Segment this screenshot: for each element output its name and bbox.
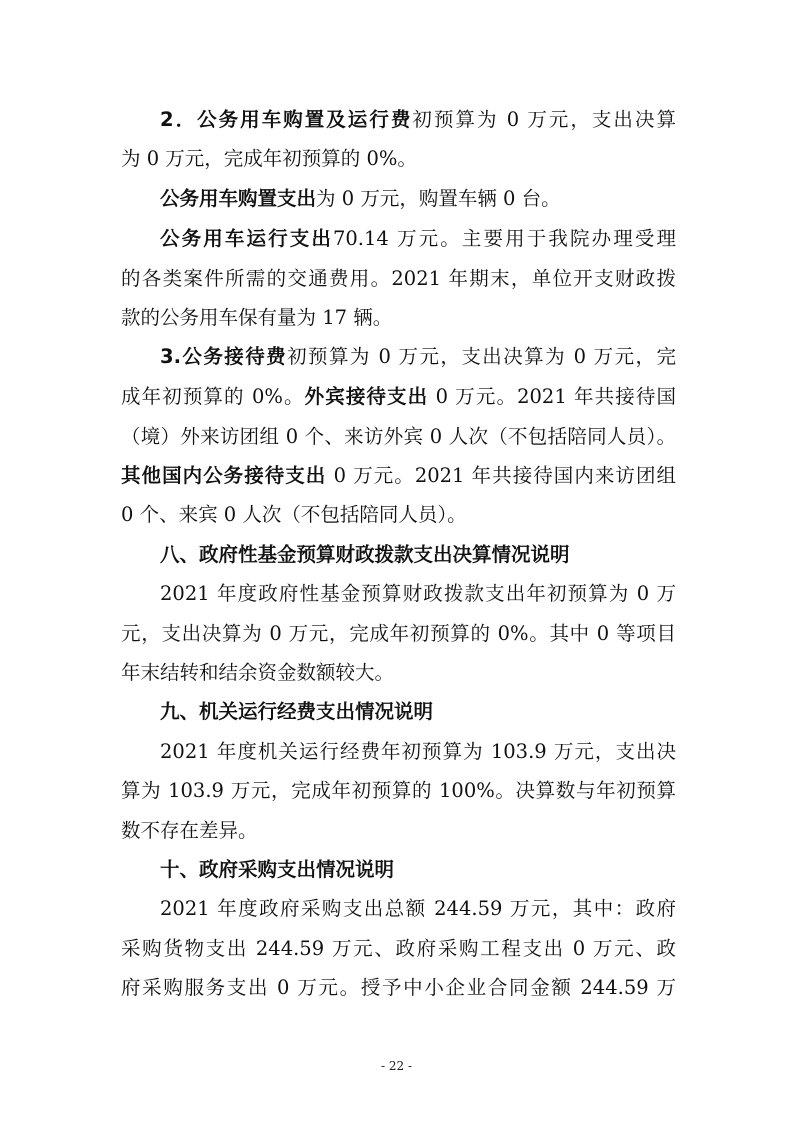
- text-run: 为 0 万元，购置车辆 0 台。: [316, 187, 561, 210]
- section-heading: 九、机关运行经费支出情况说明: [160, 700, 434, 723]
- paragraph-line: [160, 183, 676, 215]
- paragraph-line: 为 0 万元，完成年初预算的 0%。: [121, 147, 417, 170]
- paragraph-line: 元，支出决算为 0 万元，完成年初预算的 0%。其中 0 等项目: [121, 622, 676, 645]
- section-heading: 十、政府采购支出情况说明: [160, 858, 395, 881]
- paragraph-line: 数不存在差异。: [121, 819, 258, 842]
- text-run: 70.14 万元。主要用于我院办理受理: [332, 227, 676, 250]
- paragraph-line: （境）外来访团组 0 个、来访外宾 0 人次（不包括陪同人员）。: [121, 425, 676, 448]
- bold-term: 2．公务用车购置及运行费: [160, 108, 413, 131]
- paragraph-line: 2021 年度机关运行经费年初预算为 103.9 万元，支出决: [160, 740, 676, 763]
- bold-term: 公务用车购置支出: [160, 187, 317, 210]
- page-number: - 22 -: [380, 1059, 412, 1073]
- paragraph-line: 0 个、来宾 0 人次（不包括陪同人员）。: [121, 503, 467, 526]
- text-run: 0 万元。2021 年共接待国内来访团组: [326, 464, 676, 487]
- paragraph-line: [160, 104, 676, 136]
- paragraph-line: 2021 年度政府采购支出总额 244.59 万元，其中：政府: [160, 897, 676, 920]
- bold-term: 其他国内公务接待支出: [121, 464, 327, 487]
- paragraph-line: 府采购服务支出 0 万元。授予中小企业合同金额 244.59 万: [121, 976, 676, 999]
- text-run: 成年初预算的 0%。: [121, 385, 305, 408]
- bold-term: 公务用车运行支出: [160, 227, 333, 250]
- bold-term: 外宾接待支出: [304, 385, 429, 408]
- paragraph-line: 2021 年度政府性基金预算财政拨款支出年初预算为 0 万: [160, 582, 676, 605]
- paragraph-line: [160, 223, 676, 255]
- paragraph-line: [121, 381, 676, 413]
- paragraph-line: 款的公务用车保有量为 17 辆。: [121, 306, 393, 329]
- text-run: 初预算为 0 万元，支出决算: [412, 108, 676, 131]
- paragraph-line: 的各类案件所需的交通费用。2021 年期末，单位开支财政拨: [121, 267, 676, 290]
- paragraph-line: [121, 460, 676, 492]
- paragraph-line: 算为 103.9 万元，完成年初预算的 100%。决算数与年初预算: [121, 779, 676, 802]
- paragraph-line: 采购货物支出 244.59 万元、政府采购工程支出 0 万元、政: [121, 937, 676, 960]
- text-run: 0 万元。2021 年共接待国: [428, 385, 676, 408]
- paragraph-line: [160, 341, 676, 373]
- paragraph-line: 年末结转和结余资金数额较大。: [121, 661, 395, 684]
- section-heading: 八、政府性基金预算财政拨款支出决算情况说明: [160, 543, 570, 566]
- bold-term: 3.公务接待费: [160, 345, 288, 368]
- text-run: 初预算为 0 万元，支出决算为 0 万元，完: [287, 345, 676, 368]
